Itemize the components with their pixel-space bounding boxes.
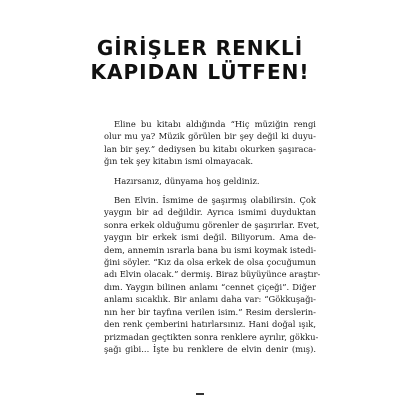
text-line: olur mu ya? Müzik görülen bir şey değil ki duyu- xyxy=(104,131,316,142)
chapter-title xyxy=(0,36,400,84)
text-line: sonra erkek olduğumu görenler de şaşırırlar. Evet, xyxy=(104,219,320,230)
body-text xyxy=(104,118,321,355)
text-line: Ben Elvin. İsmime de şaşırmış olabilirsin. Çok xyxy=(114,195,316,206)
text-line: prizmadan geçtikten sonra renklere ayrılır, gökku- xyxy=(104,331,319,342)
text-line: adı Elvin olacak.” dermiş. Biraz büyüyünce araştır- xyxy=(104,269,321,280)
paragraph-1 xyxy=(104,118,316,168)
paragraph-2 xyxy=(104,175,316,187)
text-line: dem, annemin ısrarla bana bu ismi koymak istedi- xyxy=(104,244,317,255)
text-line: nın her bir tayfına verilen isim.” Resim derslerin- xyxy=(104,306,316,317)
text-line: dım. Yaygın bilinen anlamı “cennet çiçeği”. Diğer xyxy=(104,281,316,292)
text-line: Eline bu kitabı aldığında “Hiç müziğin rengi xyxy=(114,119,316,129)
text-line: ğın tek şey kitabın ismi olmayacak. xyxy=(104,156,254,167)
text-line: yaygın bir ad değildir. Ayrıca ismimi duyduktan xyxy=(104,207,316,218)
text-line: den renk çemberini hatırlarsınız. Hani doğal ışık, xyxy=(104,319,316,330)
text-line: ğini söyler. “Kız da olsa erkek de olsa çocuğumun xyxy=(104,257,316,268)
text-line: anlamı sıcaklık. Bir anlamı daha var: “Gökkuşağı- xyxy=(104,294,316,305)
chapter-title-line-1: GİRİŞLER RENKLİ xyxy=(96,36,304,60)
paragraph-3 xyxy=(104,194,321,355)
text-line: yaygın bir erkek ismi değil. Biliyorum. Ama de- xyxy=(104,232,316,243)
chapter-title-line-2: KAPIDAN LÜTFEN! xyxy=(90,60,310,84)
text-line: şağı gibi... İşte bu renklere de elvin denir (mış). xyxy=(104,343,316,354)
text-line: Hazırsanız, dünyama hoş geldiniz. xyxy=(114,175,260,186)
page-edge-mark xyxy=(196,393,204,395)
text-line: lan bir şey.” dediysen bu kitabı okurken şaşıraca- xyxy=(104,143,316,154)
